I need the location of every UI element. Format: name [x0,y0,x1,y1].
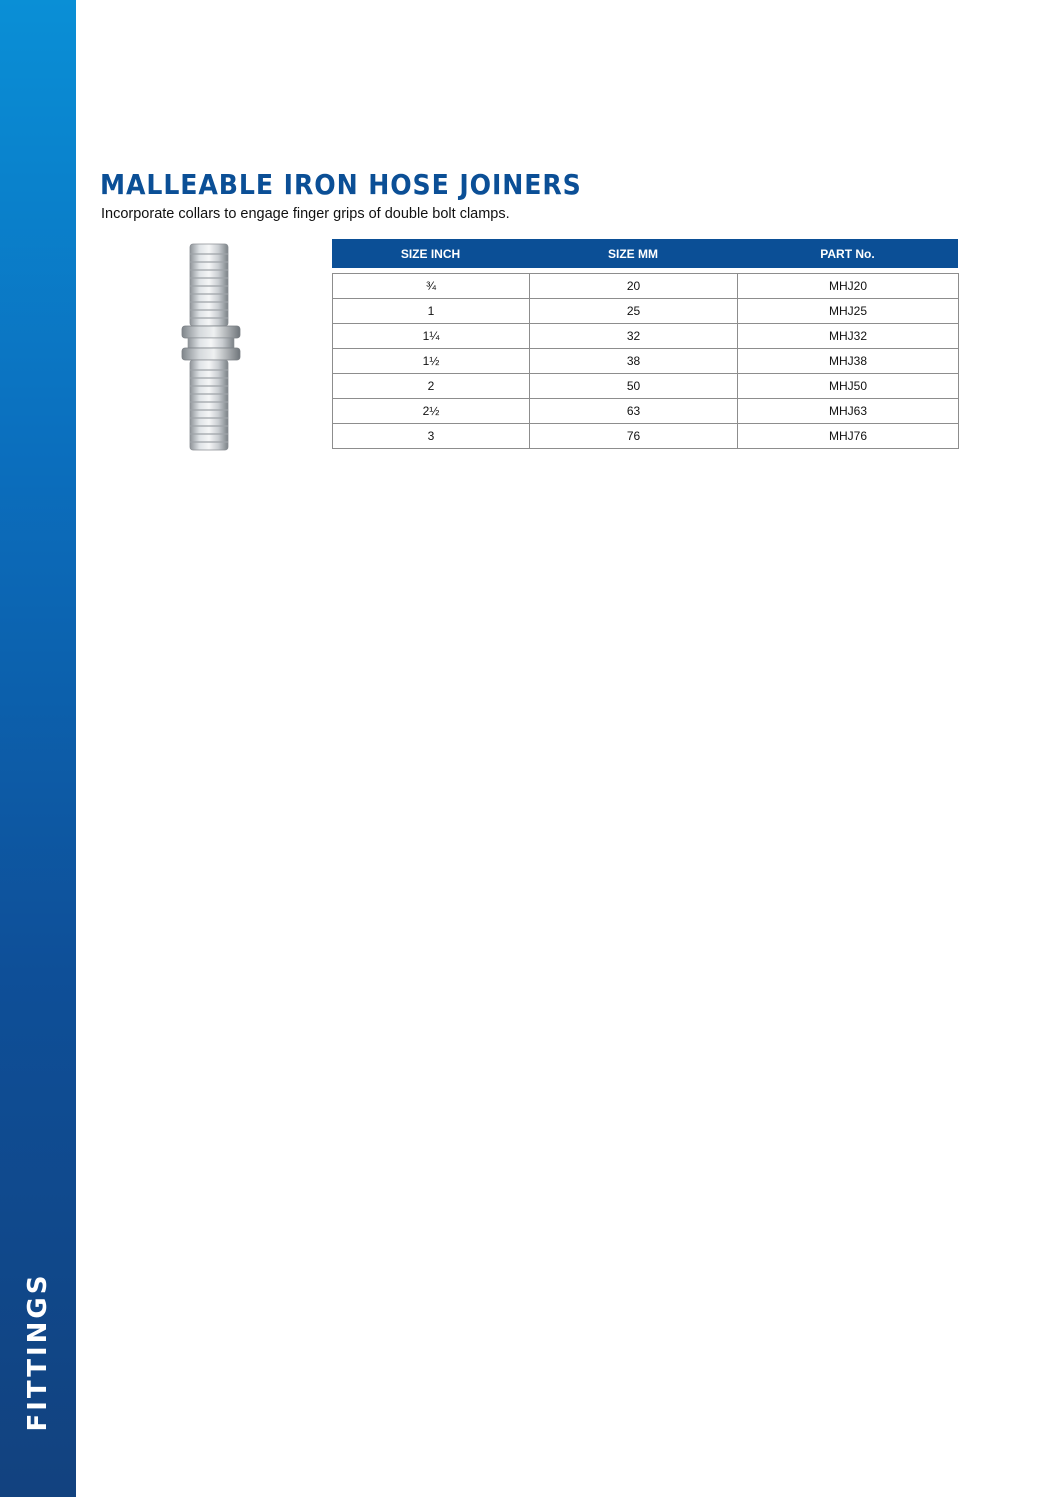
cell-size-inch: 2½ [333,399,530,424]
cell-part-no: MHJ38 [738,349,959,374]
table-row [333,274,959,299]
cell-size-mm: 76 [530,424,738,449]
cell-size-inch: ¾ [333,274,530,299]
cell-part-no: MHJ25 [738,299,959,324]
cell-size-mm: 32 [530,324,738,349]
cell-size-mm: 38 [530,349,738,374]
section-label: FITTINGS [23,1272,53,1432]
header-size-mm: SIZE MM [608,246,658,261]
cell-size-inch: 1¼ [333,324,530,349]
cell-size-inch: 2 [333,374,530,399]
header-size-inch: SIZE INCH [400,246,461,261]
table-row [333,349,959,374]
sidebar-band [0,0,76,1497]
header-part-no: PART No. [820,246,875,261]
cell-size-inch: 3 [333,424,530,449]
page-subtitle: Incorporate collars to engage finger grips of double bolt clamps. [101,206,510,222]
hose-joiner-image [178,242,244,454]
cell-size-inch: 1 [333,299,530,324]
table-row [333,424,959,449]
cell-size-mm: 25 [530,299,738,324]
cell-size-mm: 50 [530,374,738,399]
page-title: MALLEABLE IRON HOSE JOINERS [100,168,582,201]
cell-size-mm: 20 [530,274,738,299]
spec-table [332,273,959,449]
table-row [333,324,959,349]
table-row [333,374,959,399]
cell-size-inch: 1½ [333,349,530,374]
table-row [333,399,959,424]
table-header [332,239,958,268]
cell-part-no: MHJ63 [738,399,959,424]
cell-part-no: MHJ20 [738,274,959,299]
cell-part-no: MHJ50 [738,374,959,399]
cell-part-no: MHJ32 [738,324,959,349]
cell-size-mm: 63 [530,399,738,424]
cell-part-no: MHJ76 [738,424,959,449]
table-row [333,299,959,324]
